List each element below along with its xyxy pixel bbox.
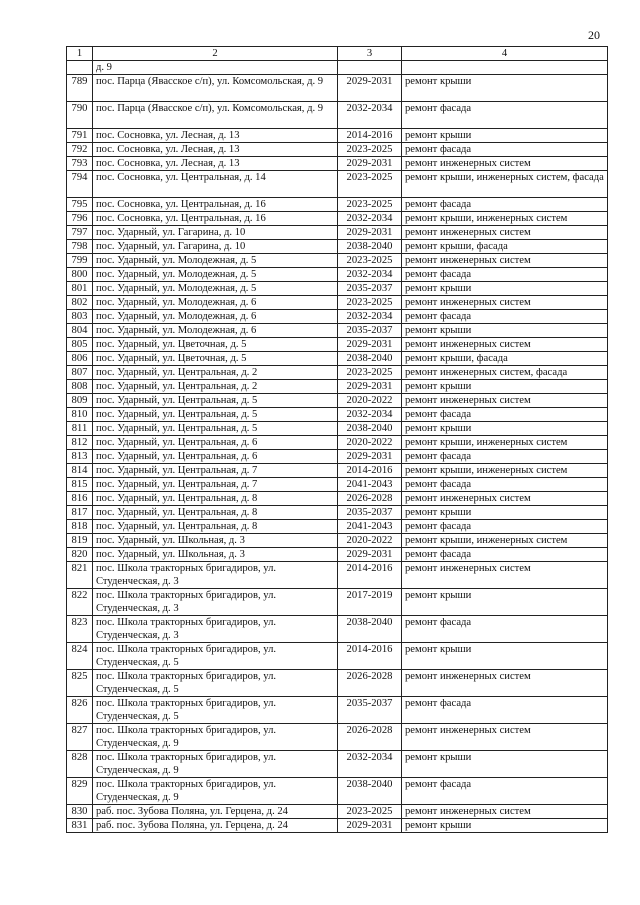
table-row — [67, 408, 608, 422]
table-row — [67, 724, 608, 751]
row-period: 2017-2019 — [338, 589, 402, 616]
table-row — [67, 450, 608, 464]
row-work-type: ремонт крыши — [402, 643, 608, 670]
table-row — [67, 171, 608, 198]
row-work-type: ремонт инженерных систем — [402, 157, 608, 171]
row-number: 791 — [67, 129, 93, 143]
table-row — [67, 670, 608, 697]
row-period: 2020-2022 — [338, 436, 402, 450]
row-number: 829 — [67, 778, 93, 805]
row-work-type: ремонт крыши — [402, 589, 608, 616]
row-work-type: ремонт инженерных систем — [402, 394, 608, 408]
row-number: 823 — [67, 616, 93, 643]
row-address: пос. Школа тракторных бригадиров, ул. Студенческая, д. 3 — [93, 616, 338, 643]
row-number: 821 — [67, 562, 93, 589]
row-work-type: ремонт инженерных систем — [402, 254, 608, 268]
row-period: 2029-2031 — [338, 450, 402, 464]
table-row — [67, 778, 608, 805]
column-header-address: 2 — [93, 47, 338, 61]
row-period: 2029-2031 — [338, 548, 402, 562]
table-row — [67, 198, 608, 212]
row-period: 2038-2040 — [338, 352, 402, 366]
table-row — [67, 697, 608, 724]
table-body — [67, 61, 608, 833]
row-work-type: ремонт крыши — [402, 751, 608, 778]
row-number: 809 — [67, 394, 93, 408]
row-number: 820 — [67, 548, 93, 562]
row-address: пос. Ударный, ул. Молодежная, д. 6 — [93, 296, 338, 310]
row-number: 810 — [67, 408, 93, 422]
row-period: 2041-2043 — [338, 478, 402, 492]
row-number: 830 — [67, 805, 93, 819]
row-address: пос. Сосновка, ул. Центральная, д. 16 — [93, 212, 338, 226]
row-number: 804 — [67, 324, 93, 338]
row-number: 822 — [67, 589, 93, 616]
row-period: 2014-2016 — [338, 643, 402, 670]
row-address: пос. Ударный, ул. Гагарина, д. 10 — [93, 240, 338, 254]
row-period: 2035-2037 — [338, 506, 402, 520]
row-work-type: ремонт фасада — [402, 310, 608, 324]
row-address: раб. пос. Зубова Поляна, ул. Герцена, д. 24 — [93, 805, 338, 819]
table-row — [67, 282, 608, 296]
table-row — [67, 520, 608, 534]
row-work-type: ремонт инженерных систем — [402, 338, 608, 352]
row-work-type: ремонт фасада — [402, 268, 608, 282]
table-row — [67, 324, 608, 338]
row-work-type: ремонт инженерных систем — [402, 226, 608, 240]
row-address: пос. Школа тракторных бригадиров, ул. Студенческая, д. 9 — [93, 778, 338, 805]
row-work-type: ремонт крыши — [402, 324, 608, 338]
row-address: пос. Ударный, ул. Школьная, д. 3 — [93, 548, 338, 562]
table-row — [67, 129, 608, 143]
row-address: пос. Ударный, ул. Молодежная, д. 5 — [93, 254, 338, 268]
table-row — [67, 352, 608, 366]
row-period: 2029-2031 — [338, 226, 402, 240]
row-period: 2023-2025 — [338, 143, 402, 157]
row-address: пос. Парца (Явасское с/п), ул. Комсомольская, д. 9 — [93, 75, 338, 102]
row-address: пос. Ударный, ул. Молодежная, д. 6 — [93, 310, 338, 324]
row-period: 2035-2037 — [338, 697, 402, 724]
row-period: 2023-2025 — [338, 805, 402, 819]
table-row — [67, 478, 608, 492]
table-row — [67, 61, 608, 75]
row-address: пос. Школа тракторных бригадиров, ул. Студенческая, д. 9 — [93, 751, 338, 778]
row-work-type: ремонт инженерных систем — [402, 724, 608, 751]
row-address: пос. Ударный, ул. Центральная, д. 6 — [93, 436, 338, 450]
row-period: 2026-2028 — [338, 724, 402, 751]
row-address: пос. Ударный, ул. Молодежная, д. 5 — [93, 282, 338, 296]
row-address: пос. Школа тракторных бригадиров, ул. Студенческая, д. 5 — [93, 697, 338, 724]
row-period: 2026-2028 — [338, 670, 402, 697]
row-number: 811 — [67, 422, 93, 436]
row-address: пос. Ударный, ул. Цветочная, д. 5 — [93, 352, 338, 366]
table-row — [67, 226, 608, 240]
row-period: 2020-2022 — [338, 394, 402, 408]
row-number: 807 — [67, 366, 93, 380]
table-row — [67, 436, 608, 450]
row-period: 2020-2022 — [338, 534, 402, 548]
table-header-row — [67, 47, 608, 61]
row-address: пос. Ударный, ул. Школьная, д. 3 — [93, 534, 338, 548]
row-work-type: ремонт фасада — [402, 520, 608, 534]
row-period: 2029-2031 — [338, 380, 402, 394]
row-address: пос. Школа тракторных бригадиров, ул. Студенческая, д. 5 — [93, 643, 338, 670]
row-period: 2023-2025 — [338, 366, 402, 380]
row-work-type: ремонт фасада — [402, 478, 608, 492]
row-address: д. 9 — [93, 61, 338, 75]
row-period: 2014-2016 — [338, 129, 402, 143]
table-row — [67, 506, 608, 520]
table-row — [67, 310, 608, 324]
table-row — [67, 268, 608, 282]
row-number: 826 — [67, 697, 93, 724]
table-row — [67, 254, 608, 268]
row-work-type: ремонт фасада — [402, 548, 608, 562]
row-number: 796 — [67, 212, 93, 226]
row-work-type: ремонт фасада — [402, 102, 608, 129]
table-row — [67, 616, 608, 643]
row-work-type: ремонт крыши, фасада — [402, 352, 608, 366]
row-number: 813 — [67, 450, 93, 464]
table-row — [67, 380, 608, 394]
row-work-type: ремонт крыши, фасада — [402, 240, 608, 254]
row-period: 2029-2031 — [338, 157, 402, 171]
table-row — [67, 75, 608, 102]
row-number: 790 — [67, 102, 93, 129]
row-number: 799 — [67, 254, 93, 268]
row-number: 794 — [67, 171, 93, 198]
table-row — [67, 102, 608, 129]
row-period: 2035-2037 — [338, 282, 402, 296]
row-period: 2032-2034 — [338, 102, 402, 129]
row-period: 2023-2025 — [338, 254, 402, 268]
repair-schedule-table — [66, 46, 608, 833]
row-period: 2038-2040 — [338, 616, 402, 643]
column-header-period: 3 — [338, 47, 402, 61]
row-period: 2023-2025 — [338, 198, 402, 212]
row-address: пос. Школа тракторных бригадиров, ул. Студенческая, д. 3 — [93, 562, 338, 589]
row-work-type: ремонт крыши, инженерных систем — [402, 436, 608, 450]
row-address: пос. Сосновка, ул. Лесная, д. 13 — [93, 157, 338, 171]
table-row — [67, 422, 608, 436]
row-number: 825 — [67, 670, 93, 697]
row-period: 2038-2040 — [338, 778, 402, 805]
row-number: 818 — [67, 520, 93, 534]
row-number: 798 — [67, 240, 93, 254]
row-address: пос. Ударный, ул. Гагарина, д. 10 — [93, 226, 338, 240]
row-address: пос. Школа тракторных бригадиров, ул. Студенческая, д. 3 — [93, 589, 338, 616]
row-number: 815 — [67, 478, 93, 492]
row-address: пос. Ударный, ул. Центральная, д. 8 — [93, 506, 338, 520]
row-number: 800 — [67, 268, 93, 282]
table-row — [67, 589, 608, 616]
row-address: пос. Ударный, ул. Центральная, д. 5 — [93, 422, 338, 436]
row-number: 814 — [67, 464, 93, 478]
row-number: 805 — [67, 338, 93, 352]
row-work-type: ремонт крыши — [402, 129, 608, 143]
row-number: 797 — [67, 226, 93, 240]
page-number: 20 — [588, 28, 600, 42]
row-address: пос. Ударный, ул. Центральная, д. 2 — [93, 380, 338, 394]
row-period: 2029-2031 — [338, 338, 402, 352]
row-work-type: ремонт крыши — [402, 506, 608, 520]
row-number: 828 — [67, 751, 93, 778]
row-address: пос. Ударный, ул. Центральная, д. 7 — [93, 478, 338, 492]
row-work-type: ремонт крыши — [402, 380, 608, 394]
table-row — [67, 805, 608, 819]
row-number — [67, 61, 93, 75]
row-number: 792 — [67, 143, 93, 157]
row-address: пос. Ударный, ул. Молодежная, д. 5 — [93, 268, 338, 282]
row-period: 2038-2040 — [338, 240, 402, 254]
row-address: пос. Ударный, ул. Центральная, д. 7 — [93, 464, 338, 478]
row-address: пос. Ударный, ул. Центральная, д. 5 — [93, 394, 338, 408]
table-row — [67, 143, 608, 157]
row-work-type: ремонт инженерных систем — [402, 805, 608, 819]
row-period: 2032-2034 — [338, 310, 402, 324]
row-work-type: ремонт фасада — [402, 778, 608, 805]
row-number: 801 — [67, 282, 93, 296]
row-number: 795 — [67, 198, 93, 212]
table-row — [67, 562, 608, 589]
row-period: 2041-2043 — [338, 520, 402, 534]
row-address: пос. Сосновка, ул. Лесная, д. 13 — [93, 143, 338, 157]
row-address: пос. Ударный, ул. Центральная, д. 8 — [93, 520, 338, 534]
row-work-type: ремонт инженерных систем — [402, 670, 608, 697]
column-header-number: 1 — [67, 47, 93, 61]
row-address: пос. Ударный, ул. Центральная, д. 6 — [93, 450, 338, 464]
row-work-type: ремонт крыши — [402, 75, 608, 102]
row-period: 2032-2034 — [338, 268, 402, 282]
row-period: 2032-2034 — [338, 751, 402, 778]
row-work-type — [402, 61, 608, 75]
row-number: 806 — [67, 352, 93, 366]
row-address: пос. Ударный, ул. Молодежная, д. 6 — [93, 324, 338, 338]
row-period: 2035-2037 — [338, 324, 402, 338]
table-row — [67, 296, 608, 310]
row-address: пос. Школа тракторных бригадиров, ул. Студенческая, д. 9 — [93, 724, 338, 751]
row-address: пос. Школа тракторных бригадиров, ул. Студенческая, д. 5 — [93, 670, 338, 697]
row-address: пос. Ударный, ул. Центральная, д. 5 — [93, 408, 338, 422]
table-row — [67, 394, 608, 408]
row-number: 817 — [67, 506, 93, 520]
row-period: 2032-2034 — [338, 408, 402, 422]
row-number: 789 — [67, 75, 93, 102]
row-period — [338, 61, 402, 75]
row-period: 2029-2031 — [338, 75, 402, 102]
table-row — [67, 157, 608, 171]
row-work-type: ремонт инженерных систем — [402, 562, 608, 589]
table-row — [67, 366, 608, 380]
row-number: 808 — [67, 380, 93, 394]
row-number: 812 — [67, 436, 93, 450]
row-address: пос. Сосновка, ул. Центральная, д. 16 — [93, 198, 338, 212]
table-row — [67, 464, 608, 478]
row-address: пос. Сосновка, ул. Центральная, д. 14 — [93, 171, 338, 198]
row-work-type: ремонт крыши — [402, 282, 608, 296]
row-work-type: ремонт крыши, инженерных систем — [402, 534, 608, 548]
table-row — [67, 548, 608, 562]
row-period: 2032-2034 — [338, 212, 402, 226]
row-period: 2026-2028 — [338, 492, 402, 506]
row-period: 2023-2025 — [338, 296, 402, 310]
row-address: пос. Сосновка, ул. Лесная, д. 13 — [93, 129, 338, 143]
row-work-type: ремонт фасада — [402, 697, 608, 724]
row-work-type: ремонт крыши, инженерных систем — [402, 212, 608, 226]
table-row — [67, 240, 608, 254]
row-address: пос. Ударный, ул. Центральная, д. 8 — [93, 492, 338, 506]
row-number: 827 — [67, 724, 93, 751]
row-period: 2038-2040 — [338, 422, 402, 436]
table-row — [67, 338, 608, 352]
row-address: пос. Ударный, ул. Цветочная, д. 5 — [93, 338, 338, 352]
table-row — [67, 534, 608, 548]
column-header-work: 4 — [402, 47, 608, 61]
table-row — [67, 643, 608, 670]
row-period: 2023-2025 — [338, 171, 402, 198]
row-address: раб. пос. Зубова Поляна, ул. Герцена, д. 24 — [93, 819, 338, 833]
row-work-type: ремонт фасада — [402, 143, 608, 157]
row-address: пос. Ударный, ул. Центральная, д. 2 — [93, 366, 338, 380]
row-work-type: ремонт фасада — [402, 450, 608, 464]
row-work-type: ремонт фасада — [402, 198, 608, 212]
row-number: 824 — [67, 643, 93, 670]
row-address: пос. Парца (Явасское с/п), ул. Комсомольская, д. 9 — [93, 102, 338, 129]
row-period: 2014-2016 — [338, 464, 402, 478]
row-work-type: ремонт фасада — [402, 408, 608, 422]
table-row — [67, 819, 608, 833]
row-period: 2029-2031 — [338, 819, 402, 833]
row-work-type: ремонт крыши, инженерных систем — [402, 464, 608, 478]
row-work-type: ремонт крыши — [402, 819, 608, 833]
row-work-type: ремонт инженерных систем, фасада — [402, 366, 608, 380]
row-work-type: ремонт инженерных систем — [402, 492, 608, 506]
table-row — [67, 751, 608, 778]
row-number: 802 — [67, 296, 93, 310]
row-number: 793 — [67, 157, 93, 171]
row-number: 831 — [67, 819, 93, 833]
row-work-type: ремонт фасада — [402, 616, 608, 643]
row-work-type: ремонт крыши, инженерных систем, фасада — [402, 171, 608, 198]
row-work-type: ремонт крыши — [402, 422, 608, 436]
row-period: 2014-2016 — [338, 562, 402, 589]
table-row — [67, 212, 608, 226]
row-number: 819 — [67, 534, 93, 548]
table-row — [67, 492, 608, 506]
row-number: 803 — [67, 310, 93, 324]
row-work-type: ремонт инженерных систем — [402, 296, 608, 310]
row-number: 816 — [67, 492, 93, 506]
